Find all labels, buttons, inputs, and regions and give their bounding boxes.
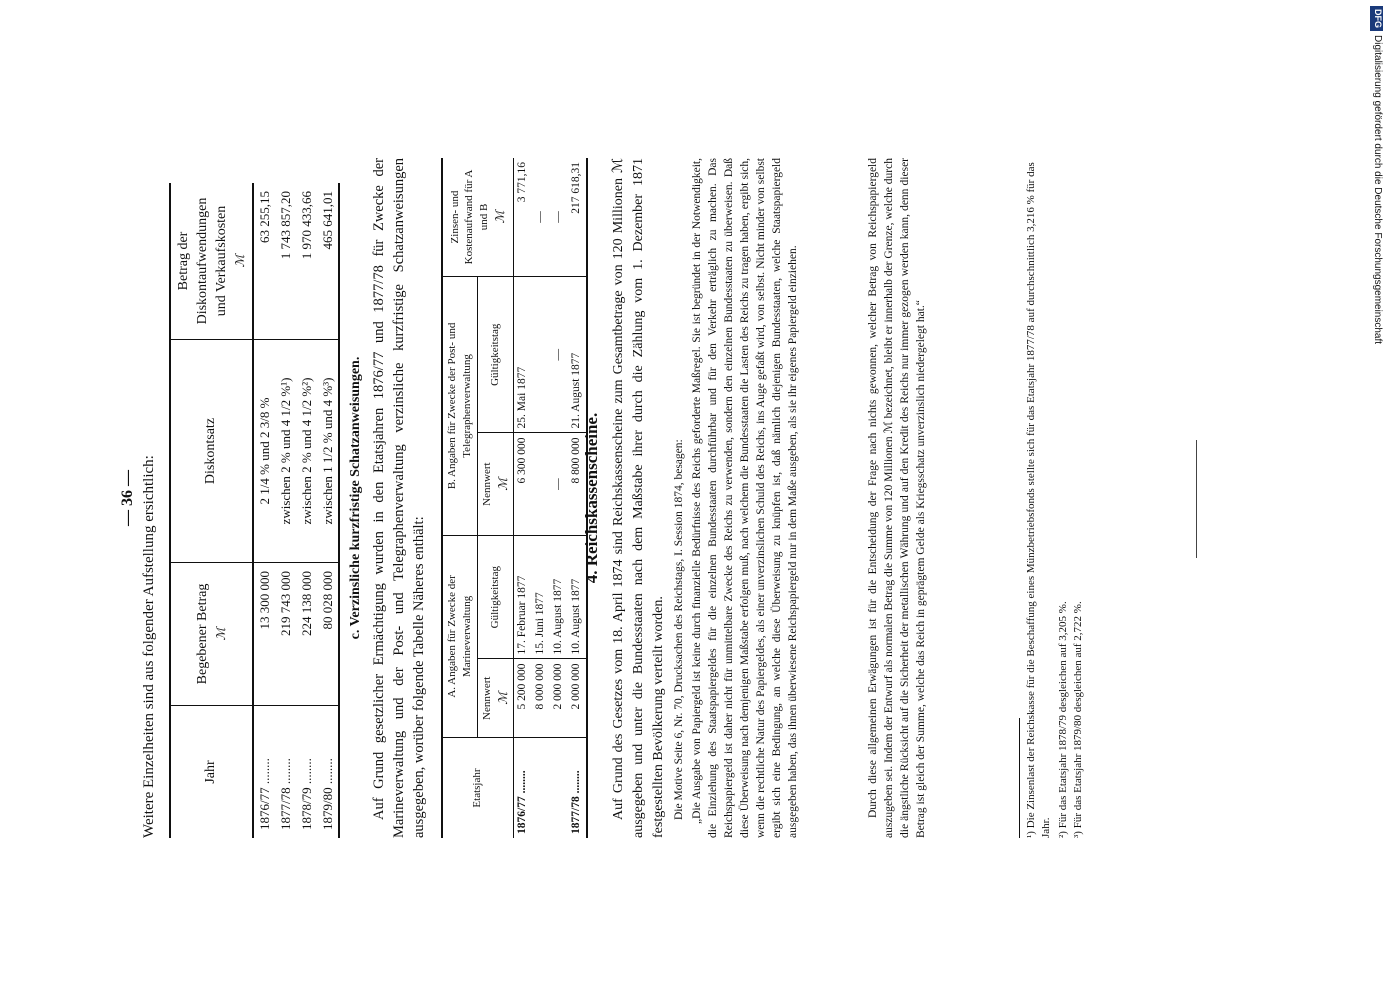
col-header-jahr: Jahr — [170, 706, 253, 839]
cell-b-gueltig: — — [550, 277, 568, 433]
cell-a-nennwert: 2 000 000 — [550, 659, 568, 738]
discount-table — [169, 183, 340, 838]
dfg-logo: DFG — [1370, 6, 1383, 31]
cell-a-nennwert: 8 000 000 — [532, 659, 550, 738]
table-row — [532, 158, 550, 838]
col-header-etatsjahr: Etatsjahr — [442, 738, 513, 839]
col-header-b-gueltig: Gültigkeitstag — [477, 277, 513, 433]
col-header-kosten: Betrag der Diskontaufwendungen und Verkaufskosten ℳ — [170, 183, 253, 340]
cell-kosten: 465 641,01 — [317, 183, 339, 340]
cell-b-nennwert: 6 300 000 — [513, 433, 532, 535]
table-row — [513, 158, 532, 838]
credit-text: Digitalisierung gefördert durch die Deutsche Forschungsgemeinschaft — [1372, 35, 1383, 345]
cell-a-gueltig: 10. August 1877 — [568, 535, 587, 659]
cell-kosten: 63 255,15 — [253, 183, 275, 340]
digitization-credit — [1369, 6, 1383, 1000]
table-row — [317, 183, 339, 838]
cell-kosten: 1 970 433,66 — [296, 183, 317, 340]
margin-rule — [1196, 440, 1197, 558]
cell-jahr: 1877/78 ........ — [277, 758, 293, 830]
col-header-b-nennwert: Nennwert ℳ — [477, 433, 513, 535]
cell-b-nennwert: 8 800 000 — [568, 433, 587, 535]
footnote-3: ³) Für das Etatsjahr 1879/80 desgleichen auf 2,722 %. — [1072, 601, 1084, 838]
cell-satz: zwischen 1 1/2 % und 4 %³) — [317, 340, 339, 563]
cell-b-nennwert: — — [550, 433, 568, 535]
treasury-bills-table — [441, 158, 588, 838]
cell-a-gueltig: 17. Februar 1877 — [513, 535, 532, 659]
page-content — [111, 158, 1111, 838]
cell-betrag: 80 028 000 — [317, 563, 339, 706]
page-number: — 36 — — [119, 470, 136, 526]
cell-zinsen: — — [532, 158, 550, 277]
section-4-text: Auf Grund des Gesetzes vom 18. April 1874 sind Reichskassenscheine zum Gesamtbetrage von 120 Millionen ℳ ausgegeben und unter die Bundesstaaten nach dem Maßstabe ihrer durch die Zählung vom 1. Dezember 1871 festgestellten Bevölkerung verteilt worden. — [611, 158, 666, 838]
cell-satz: zwischen 2 % und 4 1/2 %²) — [296, 340, 317, 563]
section-4-heading: 4. Reichskassenscheine. — [582, 412, 601, 584]
cell-etat: 1876/77 ........ — [515, 770, 528, 834]
cell-a-gueltig: 15. Juni 1877 — [532, 535, 550, 659]
col-header-betrag: Begebener Betrag ℳ — [170, 563, 253, 706]
cell-betrag: 219 743 000 — [275, 563, 296, 706]
table-row — [253, 183, 275, 838]
footnote-divider — [1019, 718, 1020, 838]
col-header-zinsen: Zinsen- und Kostenaufwand für A und B ℳ — [442, 158, 513, 277]
motive-reference: Die Motive Seite 6, Nr. 70, Drucksachen des Reichstags, I. Session 1874, besagen: — [673, 439, 685, 820]
col-header-satz: Diskontsatz — [170, 340, 253, 563]
footnote-1: ¹) Die Zinsenlast der Reichskasse für die Beschaffung eines Münzbetriebsfonds stellte sich für das Etatsjahr 1877/78 auf durchschnittlich 3,216 % für das Jahr. — [1025, 162, 1052, 838]
cell-zinsen: — — [550, 158, 568, 277]
cell-betrag: 13 300 000 — [253, 563, 275, 706]
cell-jahr: 1879/80 ........ — [317, 706, 339, 839]
cell-zinsen: 3 771,16 — [513, 158, 532, 277]
group-header-b: B. Angaben für Zwecke der Post- und Telegraphenverwaltung — [442, 277, 477, 536]
cell-satz: zwischen 2 % und 4 1/2 %¹) — [275, 340, 296, 563]
cell-jahr: 1876/77 ........ — [256, 758, 272, 830]
quote-paragraph-2: Durch diese allgemeinen Erwägungen ist für die Entscheidung der Frage nach nichts gewonnen, welcher Betrag von Reichspapiergeld auszugeben sei. Indem der Entwurf als normalen Betrag die Summe von 120 Millionen ℳ bezeichnet, bleibt er innerhalb der Grenze, welche durch die ängstliche Rücksicht auf die Sicherheit der metallischen Währung und auf den Kredit des Reichs nur immer gezogen werden kann, denn dieser Betrag ist gleich der Summe, welche das Reich in geprägtem Gelde als Kriegsschatz unverzinslich niedergelegt hat.“ — [867, 158, 927, 838]
section-c-text: Auf Grund gesetzlicher Ermächtigung wurden in den Etatsjahren 1876/77 und 1877/78 für Zwecke der Marineverwaltung und der Post- und Telegraphenverwaltung verzinsliche kurzfristige Schatzanweisungen ausgegeben, worüber folgende Tabelle Näheres enthält: — [371, 158, 427, 838]
table-row — [275, 183, 296, 838]
cell-jahr: 1878/79 ........ — [298, 758, 314, 830]
cell-zinsen: 217 618,31 — [568, 158, 587, 277]
col-header-a-gueltig: Gültigkeitstag — [477, 535, 513, 659]
section-c-heading: c. Verzinsliche kurzfristige Schatzanweisungen. — [348, 356, 363, 640]
cell-b-nennwert — [532, 433, 550, 535]
cell-a-nennwert: 5 200 000 — [513, 659, 532, 738]
footnote-2: ²) Für das Etatsjahr 1878/79 desgleichen auf 3,205 %. — [1057, 601, 1069, 838]
quote-paragraph-1: „Die Ausgabe von Papiergeld ist keine durch finanzielle Bedürfnisse des Reichs geforderte Maßregel. Sie ist begründet in der Notwendigkeit, die Einziehung des Staatspapiergeldes für die einzelnen Bundesstaaten durchführbar und für den Verkehr erträglich zu machen. Das Reichspapiergeld ist daher nicht für unmittelbare Zwecke des Reichs zu verwenden, sondern den einzelnen Bundesstaaten zu überweisen. Daß diese Überweisung nach demjenigen Maßstabe erfolgen muß, nach welchem die Bundesstaaten die Lasten des Reichs zu tragen haben, ergibt sich, wenn die rechtliche Natur des Papiergeldes, als einer unverzinslichen Schuld des Reichs, ins Auge gefaßt wird, von selbst. Nicht minder von selbst ergibt sich eine Bedingung, an welche diese Überweisung zu knüpfen ist, daß nämlich diejenigen Bundesstaaten, welche Staatspapiergeld ausgegeben haben, das ihnen überwiesene Reichspapiergeld nur in dem Maße ausgeben, als sie ihr eigenes Papiergeld einziehen. — [691, 158, 799, 838]
cell-etat: 1877/78 ........ — [568, 738, 587, 839]
table-row — [296, 183, 317, 838]
cell-etat — [550, 738, 568, 839]
cell-kosten: 1 743 857,20 — [275, 183, 296, 340]
cell-satz: 2 1/4 % und 2 3/8 % — [253, 340, 275, 563]
cell-b-gueltig: 21. August 1877 — [568, 277, 587, 433]
table-row — [550, 158, 568, 838]
cell-b-gueltig: 25. Mai 1877 — [513, 277, 532, 433]
cell-b-gueltig — [532, 277, 550, 433]
col-header-a-nennwert: Nennwert ℳ — [477, 659, 513, 738]
group-header-a: A. Angaben für Zwecke der Marineverwaltung — [442, 535, 477, 737]
cell-etat — [532, 738, 550, 839]
cell-betrag: 224 138 000 — [296, 563, 317, 706]
cell-a-gueltig: 10. August 1877 — [550, 535, 568, 659]
cell-a-nennwert: 2 000 000 — [568, 659, 587, 738]
intro-text: Weitere Einzelheiten sind aus folgender Aufstellung ersichtlich: — [141, 455, 157, 838]
